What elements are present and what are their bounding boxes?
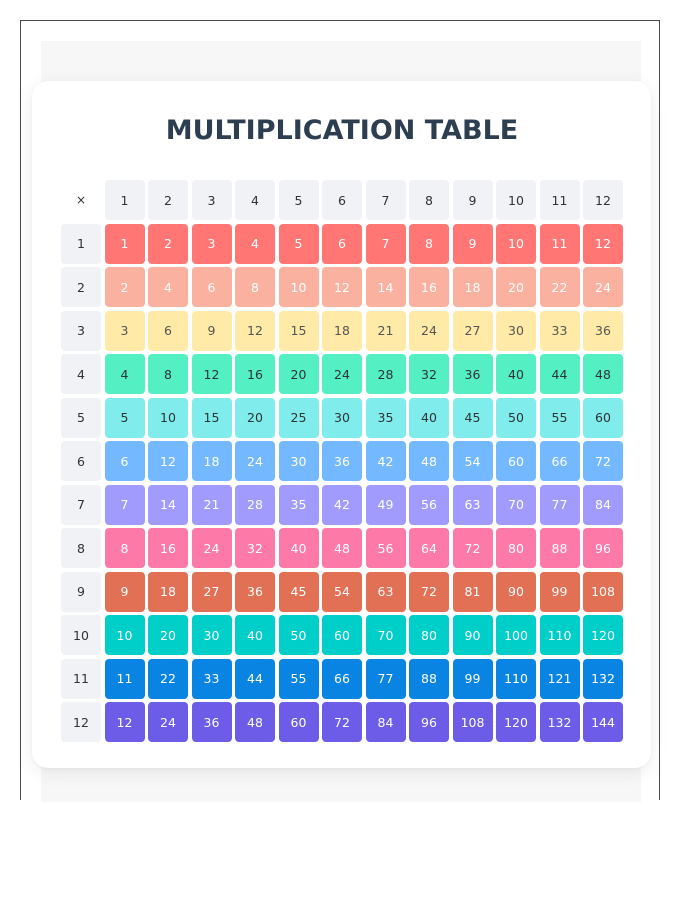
row-header: 4 [61,354,101,394]
product-cell: 6 [192,267,232,307]
product-cell: 110 [496,659,536,699]
column-header: 1 [105,180,145,220]
product-cell: 108 [453,702,493,742]
product-cell: 121 [540,659,580,699]
product-cell: 88 [409,659,449,699]
page-title: MULTIPLICATION TABLE [165,115,519,146]
product-cell: 2 [148,224,188,264]
product-cell: 120 [496,702,536,742]
product-cell: 32 [235,528,275,568]
product-cell: 42 [322,485,362,525]
column-header: 4 [235,180,275,220]
product-cell: 33 [192,659,232,699]
product-cell: 5 [279,224,319,264]
product-cell: 42 [366,441,406,481]
product-cell: 48 [322,528,362,568]
product-cell: 20 [279,354,319,394]
product-cell: 21 [366,311,406,351]
product-cell: 22 [148,659,188,699]
product-cell: 72 [583,441,623,481]
product-cell: 24 [192,528,232,568]
row-header: 12 [61,702,101,742]
product-cell: 7 [105,485,145,525]
product-cell: 6 [322,224,362,264]
product-cell: 22 [540,267,580,307]
product-cell: 20 [235,398,275,438]
product-cell: 70 [496,485,536,525]
product-cell: 6 [148,311,188,351]
product-cell: 55 [279,659,319,699]
product-cell: 44 [540,354,580,394]
product-cell: 32 [409,354,449,394]
row-header: 6 [61,441,101,481]
product-cell: 72 [453,528,493,568]
product-cell: 12 [148,441,188,481]
column-header: 11 [540,180,580,220]
row-header: 1 [61,224,101,264]
product-cell: 45 [453,398,493,438]
product-cell: 80 [496,528,536,568]
column-header: 12 [583,180,623,220]
product-cell: 8 [148,354,188,394]
product-cell: 25 [279,398,319,438]
product-cell: 24 [409,311,449,351]
product-cell: 64 [409,528,449,568]
column-header: 9 [453,180,493,220]
product-cell: 7 [366,224,406,264]
product-cell: 8 [105,528,145,568]
product-cell: 66 [540,441,580,481]
product-cell: 50 [279,615,319,655]
product-cell: 35 [366,398,406,438]
product-cell: 48 [235,702,275,742]
product-cell: 40 [279,528,319,568]
product-cell: 2 [105,267,145,307]
product-cell: 14 [148,485,188,525]
product-cell: 70 [366,615,406,655]
product-cell: 12 [583,224,623,264]
product-cell: 132 [583,659,623,699]
product-cell: 18 [192,441,232,481]
product-cell: 16 [235,354,275,394]
column-header: 10 [496,180,536,220]
product-cell: 72 [409,572,449,612]
product-cell: 132 [540,702,580,742]
product-cell: 66 [322,659,362,699]
product-cell: 40 [235,615,275,655]
product-cell: 144 [583,702,623,742]
product-cell: 30 [279,441,319,481]
product-cell: 88 [540,528,580,568]
product-cell: 3 [105,311,145,351]
product-cell: 33 [540,311,580,351]
product-cell: 36 [322,441,362,481]
product-cell: 100 [496,615,536,655]
product-cell: 45 [279,572,319,612]
row-header: 3 [61,311,101,351]
product-cell: 4 [148,267,188,307]
product-cell: 16 [148,528,188,568]
product-cell: 18 [322,311,362,351]
product-cell: 54 [453,441,493,481]
product-cell: 36 [192,702,232,742]
product-cell: 49 [366,485,406,525]
product-cell: 72 [322,702,362,742]
product-cell: 60 [496,441,536,481]
product-cell: 30 [496,311,536,351]
product-cell: 6 [105,441,145,481]
product-cell: 10 [496,224,536,264]
product-cell: 84 [366,702,406,742]
product-cell: 40 [409,398,449,438]
product-cell: 5 [105,398,145,438]
product-cell: 27 [453,311,493,351]
product-cell: 90 [453,615,493,655]
product-cell: 80 [409,615,449,655]
product-cell: 21 [192,485,232,525]
column-header: 7 [366,180,406,220]
product-cell: 1 [105,224,145,264]
product-cell: 28 [366,354,406,394]
product-cell: 36 [453,354,493,394]
product-cell: 77 [540,485,580,525]
product-cell: 11 [540,224,580,264]
product-cell: 63 [366,572,406,612]
product-cell: 24 [583,267,623,307]
product-cell: 20 [496,267,536,307]
product-cell: 12 [322,267,362,307]
product-cell: 10 [148,398,188,438]
product-cell: 10 [279,267,319,307]
product-cell: 35 [279,485,319,525]
multiplication-grid [61,180,623,742]
row-header: 5 [61,398,101,438]
column-header: 2 [148,180,188,220]
product-cell: 56 [366,528,406,568]
product-cell: 24 [148,702,188,742]
product-cell: 96 [583,528,623,568]
row-header: 9 [61,572,101,612]
product-cell: 9 [105,572,145,612]
product-cell: 99 [453,659,493,699]
product-cell: 44 [235,659,275,699]
product-cell: 30 [192,615,232,655]
product-cell: 15 [279,311,319,351]
product-cell: 20 [148,615,188,655]
product-cell: 77 [366,659,406,699]
product-cell: 96 [409,702,449,742]
product-cell: 55 [540,398,580,438]
row-header: 8 [61,528,101,568]
product-cell: 10 [105,615,145,655]
product-cell: 18 [148,572,188,612]
product-cell: 27 [192,572,232,612]
corner-symbol: × [75,193,87,207]
product-cell: 8 [409,224,449,264]
product-cell: 12 [105,702,145,742]
product-cell: 15 [192,398,232,438]
product-cell: 99 [540,572,580,612]
product-cell: 9 [453,224,493,264]
product-cell: 54 [322,572,362,612]
product-cell: 36 [235,572,275,612]
column-header: 3 [192,180,232,220]
product-cell: 9 [192,311,232,351]
product-cell: 48 [583,354,623,394]
product-cell: 60 [322,615,362,655]
product-cell: 12 [192,354,232,394]
product-cell: 30 [322,398,362,438]
product-cell: 60 [583,398,623,438]
product-cell: 18 [453,267,493,307]
product-cell: 110 [540,615,580,655]
product-cell: 120 [583,615,623,655]
column-header: 5 [279,180,319,220]
product-cell: 24 [322,354,362,394]
product-cell: 90 [496,572,536,612]
product-cell: 28 [235,485,275,525]
product-cell: 81 [453,572,493,612]
product-cell: 8 [235,267,275,307]
product-cell: 4 [105,354,145,394]
product-cell: 40 [496,354,536,394]
product-cell: 56 [409,485,449,525]
product-cell: 84 [583,485,623,525]
row-header: 10 [61,615,101,655]
row-header: 11 [61,659,101,699]
product-cell: 14 [366,267,406,307]
product-cell: 60 [279,702,319,742]
product-cell: 12 [235,311,275,351]
product-cell: 48 [409,441,449,481]
row-header: 7 [61,485,101,525]
product-cell: 24 [235,441,275,481]
row-header: 2 [61,267,101,307]
product-cell: 11 [105,659,145,699]
product-cell: 63 [453,485,493,525]
product-cell: 36 [583,311,623,351]
product-cell: 108 [583,572,623,612]
column-header: 8 [409,180,449,220]
column-header: 6 [322,180,362,220]
product-cell: 50 [496,398,536,438]
product-cell: 4 [235,224,275,264]
product-cell: 3 [192,224,232,264]
product-cell: 16 [409,267,449,307]
